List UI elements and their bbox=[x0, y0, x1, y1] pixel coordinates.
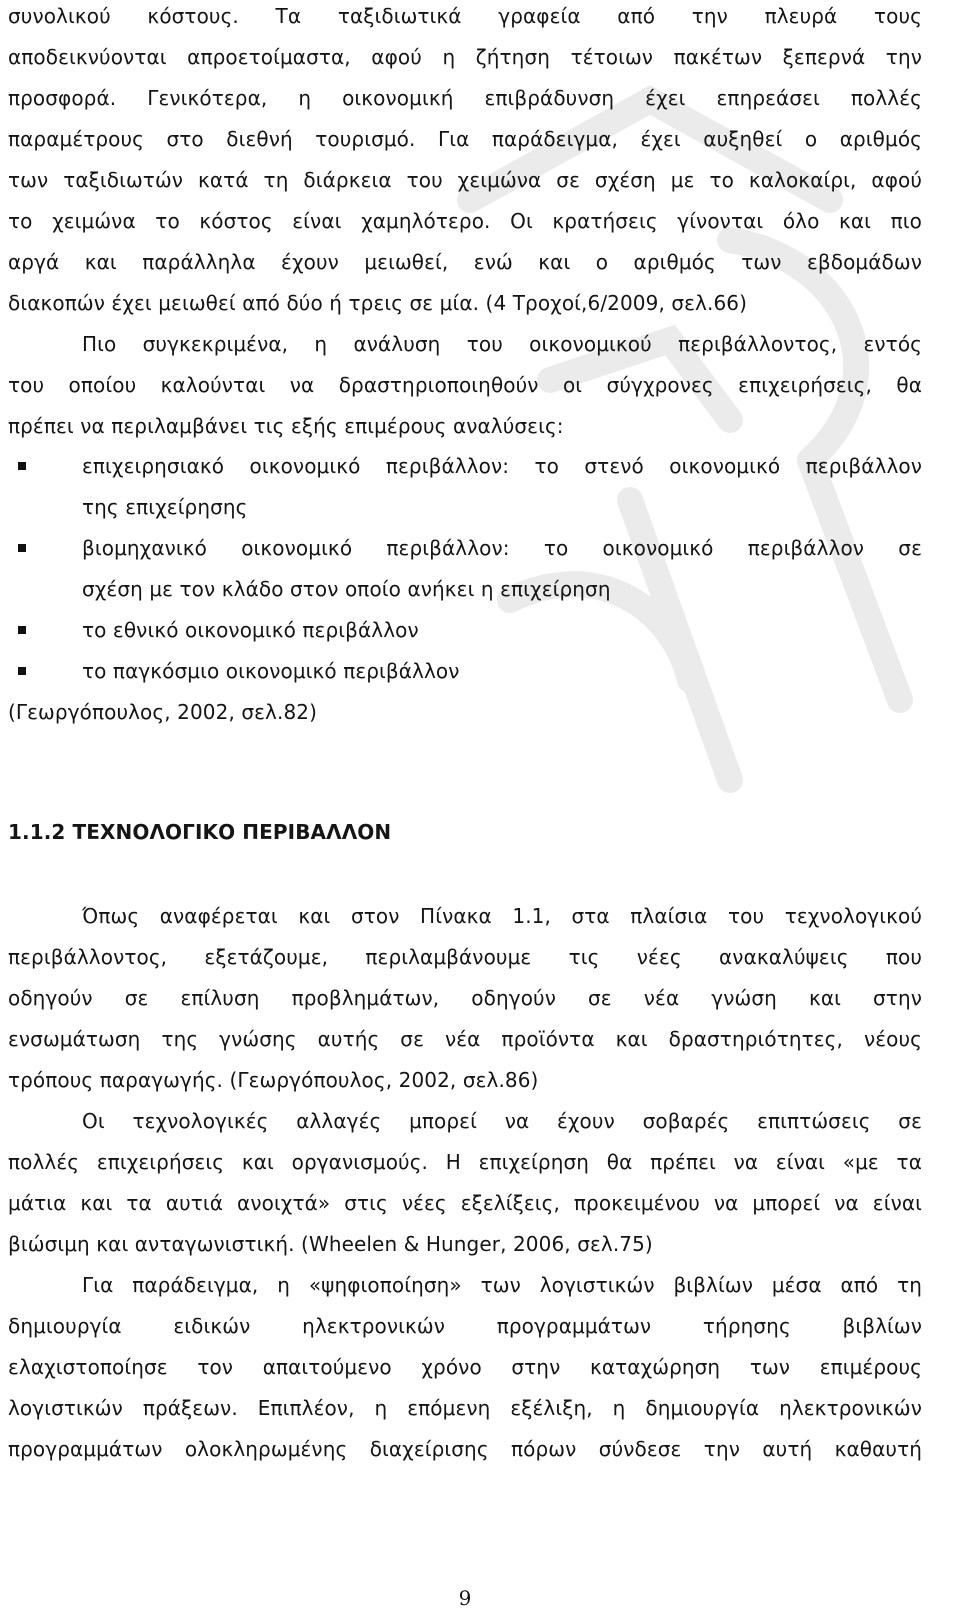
text-line: βιώσιμη και ανταγωνιστική. (Wheelen & Hunger, 2006, σελ.75) bbox=[8, 1232, 653, 1256]
bullet-marker bbox=[18, 626, 26, 634]
text-line: Οι τεχνολογικές αλλαγές μπορεί να έχουν σοβαρές επιπτώσεις σε bbox=[82, 1109, 922, 1133]
text-line: πρέπει να περιλαμβάνει τις εξής επιμέρους αναλύσεις: bbox=[8, 414, 564, 438]
text-line: συνολικού κόστους. Τα ταξιδιωτικά γραφεία από την πλευρά τους bbox=[8, 4, 922, 28]
text-line: προγραμμάτων ολοκληρωμένης διαχείρισης πόρων σύνδεσε την αυτή καθαυτή bbox=[8, 1437, 922, 1461]
bullet-item-line: της επιχείρησης bbox=[82, 495, 248, 519]
text-line: περιβάλλοντος, εξετάζουμε, περιλαμβάνουμε τις νέες ανακαλύψεις που bbox=[8, 945, 922, 969]
text-line: οδηγούν σε επίλυση προβλημάτων, οδηγούν σε νέα γνώση και στην bbox=[8, 986, 922, 1010]
text-line: αποδεικνύονται απροετοίμαστα, αφού η ζήτηση τέτοιων πακέτων ξεπερνά την bbox=[8, 45, 922, 69]
text-line: ελαχιστοποίησε τον απαιτούμενο χρόνο στην καταχώρηση των επιμέρους bbox=[8, 1355, 922, 1379]
text-line: μάτια και τα αυτιά ανοιχτά» στις νέες εξελίξεις, προκειμένου να μπορεί να είναι bbox=[8, 1191, 922, 1215]
text-line: παραμέτρους στο διεθνή τουρισμό. Για παράδειγμα, έχει αυξηθεί ο αριθμός bbox=[8, 127, 922, 151]
text-line: διακοπών έχει μειωθεί από δύο ή τρεις σε μία. (4 Τροχοί,6/2009, σελ.66) bbox=[8, 291, 748, 315]
bullet-item-line: βιομηχανικό οικονομικό περιβάλλον: το οικονομικό περιβάλλον σε bbox=[82, 536, 922, 560]
bullet-item-line: το παγκόσμιο οικονομικό περιβάλλον bbox=[82, 659, 460, 683]
text-line: προσφορά. Γενικότερα, η οικονομική επιβράδυνση έχει επηρεάσει πολλές bbox=[8, 86, 922, 110]
text-line: του οποίου καλούνται να δραστηριοποιηθούν οι σύγχρονες επιχειρήσεις, θα bbox=[8, 373, 922, 397]
text-line: το χειμώνα το κόστος είναι χαμηλότερο. Οι κρατήσεις γίνονται όλο και πιο bbox=[8, 209, 922, 233]
bullet-marker bbox=[18, 462, 26, 470]
text-line: ενσωμάτωση της γνώσης αυτής σε νέα προϊόντα και δραστηριότητες, νέους bbox=[8, 1027, 922, 1051]
text-line: των ταξιδιωτών κατά τη διάρκεια του χειμώνα σε σχέση με το καλοκαίρι, αφού bbox=[8, 168, 922, 192]
text-line: δημιουργία ειδικών ηλεκτρονικών προγραμμάτων τήρησης βιβλίων bbox=[8, 1314, 922, 1338]
bullet-marker bbox=[18, 544, 26, 552]
text-line: Πιο συγκεκριμένα, η ανάλυση του οικονομικού περιβάλλοντος, εντός bbox=[82, 332, 922, 356]
text-line: λογιστικών πράξεων. Επιπλέον, η επόμενη εξέλιξη, η δημιουργία ηλεκτρονικών bbox=[8, 1396, 922, 1420]
text-line: αργά και παράλληλα έχουν μειωθεί, ενώ και ο αριθμός των εβδομάδων bbox=[8, 250, 922, 274]
bullet-item-line: το εθνικό οικονομικό περιβάλλον bbox=[82, 618, 419, 642]
bullet-item-line: επιχειρησιακό οικονομικό περιβάλλον: το στενό οικονομικό περιβάλλον bbox=[82, 454, 922, 478]
citation: (Γεωργόπουλος, 2002, σελ.82) bbox=[8, 700, 317, 724]
section-heading: 1.1.2 ΤΕΧΝΟΛΟΓΙΚΟ ΠΕΡΙΒΑΛΛΟΝ bbox=[8, 820, 392, 844]
text-line: πολλές επιχειρήσεις και οργανισμούς. Η επιχείρηση θα πρέπει να είναι «με τα bbox=[8, 1150, 922, 1174]
bullet-item-line: σχέση με τον κλάδο στον οποίο ανήκει η επιχείρηση bbox=[82, 577, 611, 601]
text-line: Για παράδειγμα, η «ψηφιοποίηση» των λογιστικών βιβλίων μέσα από τη bbox=[82, 1273, 922, 1297]
text-line: τρόπους παραγωγής. (Γεωργόπουλος, 2002, σελ.86) bbox=[8, 1068, 539, 1092]
page-number: 9 bbox=[458, 1586, 472, 1610]
bullet-marker bbox=[18, 667, 26, 675]
text-line: Όπως αναφέρεται και στον Πίνακα 1.1, στα πλαίσια του τεχνολογικού bbox=[82, 904, 922, 928]
